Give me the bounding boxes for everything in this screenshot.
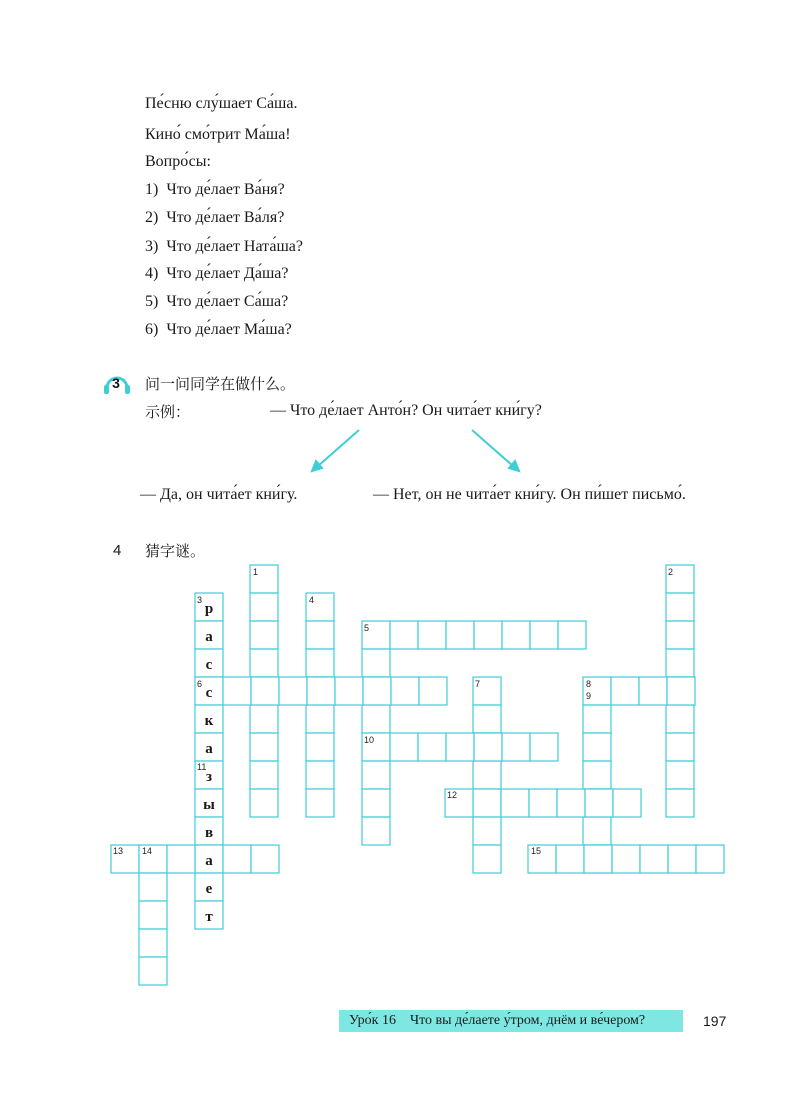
crossword-cell[interactable] — [584, 845, 612, 873]
crossword-cell[interactable] — [639, 677, 667, 705]
clue-number-8: 8 — [586, 679, 592, 689]
crossword-cell[interactable] — [613, 789, 641, 817]
clue-number-2: 2 — [668, 567, 674, 577]
crossword-cell[interactable] — [473, 761, 501, 789]
crossword-cell[interactable] — [666, 705, 694, 733]
clue-number-14: 14 — [142, 846, 153, 856]
crossword-cell[interactable] — [585, 789, 613, 817]
question-text: Что де́лает Ва́ня? — [166, 181, 285, 198]
question-text: Что де́лает Ва́ля? — [166, 209, 285, 226]
crossword-cell[interactable] — [167, 845, 195, 873]
crossword-cell[interactable] — [667, 677, 695, 705]
question-text: Что де́лает Са́ша? — [166, 293, 289, 310]
crossword-cell[interactable] — [529, 789, 557, 817]
grid-letter: е — [205, 881, 213, 897]
grid-letter: ы — [203, 797, 215, 813]
grid-letter: с — [205, 685, 213, 701]
crossword-cell[interactable] — [583, 761, 611, 789]
crossword-cell[interactable] — [223, 845, 251, 873]
clue-number-3: 3 — [197, 595, 203, 605]
crossword-cell[interactable] — [362, 761, 390, 789]
crossword-cell[interactable] — [530, 621, 558, 649]
crossword-cell[interactable] — [306, 705, 334, 733]
crossword-cell[interactable] — [139, 873, 167, 901]
crossword-cell[interactable] — [557, 789, 585, 817]
poem-line-1: Пе́сню слу́шает Са́ша. — [145, 95, 298, 112]
clue-number-10: 10 — [364, 735, 375, 745]
crossword-cell[interactable] — [390, 621, 418, 649]
crossword-cell[interactable] — [666, 649, 694, 677]
crossword-cell[interactable] — [583, 733, 611, 761]
question-text: Что де́лает Да́ша? — [166, 265, 289, 282]
crossword-cell[interactable] — [251, 845, 279, 873]
crossword-cell[interactable] — [306, 789, 334, 817]
crossword-cell[interactable] — [307, 677, 335, 705]
crossword-cell[interactable] — [666, 761, 694, 789]
crossword-cell[interactable] — [418, 733, 446, 761]
crossword-cell[interactable] — [139, 929, 167, 957]
crossword-cell[interactable] — [556, 845, 584, 873]
crossword-cell[interactable] — [473, 705, 501, 733]
crossword-cell[interactable] — [501, 789, 529, 817]
lesson-number: Уро́к 16 — [349, 1013, 396, 1028]
lesson-title: Что вы де́лаете у́тром, днём и ве́чером? — [409, 1013, 646, 1028]
crossword-cell[interactable] — [583, 705, 611, 733]
grid-letter: с — [205, 657, 213, 673]
crossword-cell[interactable] — [474, 733, 502, 761]
lesson-footer — [339, 1010, 683, 1032]
exercise-4-number: 4 — [113, 542, 122, 559]
crossword-cell[interactable] — [666, 593, 694, 621]
questions-title: Вопро́сы: — [145, 153, 211, 170]
crossword-cell[interactable] — [223, 677, 251, 705]
crossword-cell[interactable] — [502, 733, 530, 761]
grid-letter: р — [204, 601, 214, 617]
crossword-cell[interactable] — [418, 621, 446, 649]
crossword-cell[interactable] — [279, 677, 307, 705]
crossword-cell[interactable] — [306, 649, 334, 677]
poem-line-2: Кино́ смо́трит Ма́ша! — [145, 126, 291, 143]
clue-number-15: 15 — [531, 846, 542, 856]
crossword-cell[interactable] — [502, 621, 530, 649]
crossword-cell[interactable] — [391, 677, 419, 705]
clue-number-5: 5 — [364, 623, 370, 633]
crossword-cell[interactable] — [335, 677, 363, 705]
crossword-cell[interactable] — [251, 677, 279, 705]
crossword-cell[interactable] — [362, 649, 390, 677]
question-number: 2) — [145, 209, 159, 226]
crossword-cell[interactable] — [139, 901, 167, 929]
crossword-cell[interactable] — [473, 789, 501, 817]
clue-number-13: 13 — [113, 846, 124, 856]
crossword-cell[interactable] — [306, 761, 334, 789]
example-label: 示例： — [145, 403, 191, 421]
crossword-cell[interactable] — [250, 761, 278, 789]
crossword-cell[interactable] — [139, 957, 167, 985]
page-number: 197 — [703, 1013, 727, 1029]
crossword-cell[interactable] — [250, 593, 278, 621]
clue-number-6: 6 — [197, 679, 203, 689]
crossword-cell[interactable] — [666, 733, 694, 761]
crossword-cell[interactable] — [250, 733, 278, 761]
crossword-cell[interactable] — [362, 789, 390, 817]
example-answer-yes: — Да, он чита́ет кни́гу. — [140, 486, 298, 503]
grid-letter: а — [205, 853, 213, 869]
crossword-cell[interactable] — [306, 733, 334, 761]
crossword-cell[interactable] — [666, 621, 694, 649]
crossword-cell[interactable] — [250, 705, 278, 733]
exercise-4-instruction: 猜字谜。 — [145, 542, 206, 560]
example-question: — Что де́лает Анто́н? Он чита́ет кни́гу? — [270, 402, 542, 419]
crossword-cell[interactable] — [446, 733, 474, 761]
crossword-cell[interactable] — [473, 817, 501, 845]
clue-number-12: 12 — [447, 790, 458, 800]
clue-number-1: 1 — [253, 567, 259, 577]
crossword-cell[interactable] — [696, 845, 724, 873]
exercise-number: 3 — [112, 375, 120, 391]
crossword-cell[interactable] — [668, 845, 696, 873]
exercise-3-instruction: 问一问同学在做什么。 — [145, 375, 296, 393]
question-number: 6) — [145, 321, 159, 338]
clue-number-4: 4 — [309, 595, 315, 605]
crossword-cell[interactable] — [530, 733, 558, 761]
grid-letter: в — [204, 825, 214, 841]
crossword-cell[interactable] — [640, 845, 668, 873]
question-text: Что де́лает Ната́ша? — [166, 238, 303, 255]
example-answer-no: — Нет, он не чита́ет кни́гу. Он пи́шет письмо́. — [373, 486, 686, 503]
crossword-cell[interactable] — [250, 649, 278, 677]
grid-letter: а — [205, 629, 213, 645]
crossword-cell[interactable] — [666, 789, 694, 817]
question-number: 1) — [145, 181, 159, 198]
grid-letter: к — [204, 713, 214, 729]
crossword-cell[interactable] — [362, 705, 390, 733]
crossword-cell[interactable] — [362, 817, 390, 845]
crossword-cell[interactable] — [306, 621, 334, 649]
clue-number-9: 9 — [586, 691, 592, 701]
question-number: 3) — [145, 238, 159, 255]
question-number: 4) — [145, 265, 159, 282]
crossword-cell[interactable] — [612, 845, 640, 873]
crossword-cell[interactable] — [558, 621, 586, 649]
crossword-cell[interactable] — [390, 733, 418, 761]
crossword-cell[interactable] — [250, 621, 278, 649]
clue-number-7: 7 — [475, 679, 481, 689]
crossword-cell[interactable] — [363, 677, 391, 705]
crossword-cell[interactable] — [419, 677, 447, 705]
question-number: 5) — [145, 293, 159, 310]
clue-number-11: 11 — [197, 762, 207, 772]
crossword-cell[interactable] — [611, 677, 639, 705]
crossword-cell[interactable] — [446, 621, 474, 649]
grid-letter: а — [205, 741, 213, 757]
crossword-cell[interactable] — [250, 789, 278, 817]
grid-letter: т — [205, 909, 213, 925]
crossword-cell[interactable] — [474, 621, 502, 649]
crossword-cell[interactable] — [583, 817, 611, 845]
grid-letter: з — [205, 769, 213, 785]
question-text: Что де́лает Ма́ша? — [166, 321, 292, 338]
crossword-cell[interactable] — [473, 845, 501, 873]
